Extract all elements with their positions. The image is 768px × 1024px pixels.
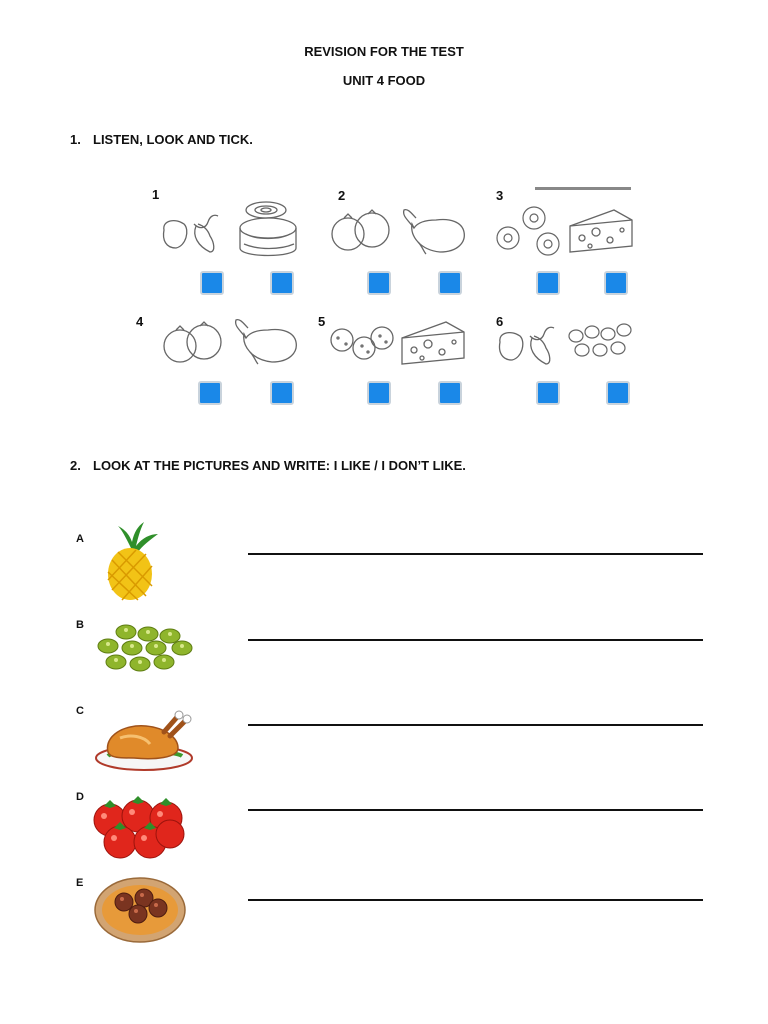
tomatoes-icon — [90, 796, 190, 862]
tick-box-3-right[interactable] — [604, 271, 628, 295]
pepper-outline-icon — [494, 320, 562, 366]
tomatoes-outline-icon — [160, 318, 228, 368]
tick-box-6-right[interactable] — [606, 381, 630, 405]
row-b-letter: B — [76, 619, 84, 631]
answer-line-e[interactable] — [248, 899, 703, 901]
tick-box-1-left[interactable] — [200, 271, 224, 295]
exercise-2-instruction: LOOK AT THE PICTURES AND WRITE: I LIKE / I DON’T LIKE. — [93, 458, 466, 473]
tick-box-2-left[interactable] — [367, 271, 391, 295]
item-4-number: 4 — [136, 314, 144, 329]
roast-chicken-icon — [94, 708, 198, 774]
item-6-number: 6 — [496, 314, 504, 329]
canned-food-outline-icon — [236, 198, 300, 264]
chicken-outline-icon — [232, 316, 302, 370]
item-2-number: 2 — [338, 188, 346, 203]
answer-line-c[interactable] — [248, 724, 703, 726]
cheese-outline-icon — [398, 318, 470, 370]
exercise-1-instruction: LISTEN, LOOK AND TICK. — [93, 132, 253, 147]
meatballs-outline-icon — [328, 322, 396, 362]
item-3-number: 3 — [496, 188, 504, 203]
row-d-letter: D — [76, 791, 84, 803]
exercise-1-heading — [70, 132, 253, 147]
answer-line-b[interactable] — [248, 639, 703, 641]
exercise-1-number: 1. — [70, 132, 81, 147]
exercise-2-heading — [70, 458, 466, 473]
cheese-outline-icon — [566, 206, 638, 258]
chicken-outline-icon — [400, 206, 470, 258]
row-a-letter: A — [76, 533, 84, 545]
tick-box-3-left[interactable] — [536, 271, 560, 295]
row-e-letter: E — [76, 877, 84, 889]
exercise-2-number: 2. — [70, 458, 81, 473]
answer-line-d[interactable] — [248, 809, 703, 811]
tick-box-5-right[interactable] — [438, 381, 462, 405]
decorative-line — [535, 187, 631, 190]
pineapple-icon — [100, 520, 164, 602]
answer-line-a[interactable] — [248, 553, 703, 555]
tick-box-5-left[interactable] — [367, 381, 391, 405]
olives-outline-icon — [566, 320, 636, 362]
olives-icon — [94, 622, 198, 674]
tick-box-2-right[interactable] — [438, 271, 462, 295]
pepper-outline-icon — [158, 208, 230, 258]
item-5-number: 5 — [318, 314, 326, 329]
pineapple-slices-outline-icon — [494, 204, 564, 260]
tick-box-4-right[interactable] — [270, 381, 294, 405]
tomatoes-outline-icon — [328, 208, 394, 256]
row-c-letter: C — [76, 705, 84, 717]
tick-box-1-right[interactable] — [270, 271, 294, 295]
page-subtitle: UNIT 4 FOOD — [342, 73, 426, 88]
tick-box-4-left[interactable] — [198, 381, 222, 405]
meatballs-icon — [94, 874, 190, 944]
page-title: REVISION FOR THE TEST — [304, 44, 464, 59]
item-1-number: 1 — [152, 187, 160, 202]
tick-box-6-left[interactable] — [536, 381, 560, 405]
